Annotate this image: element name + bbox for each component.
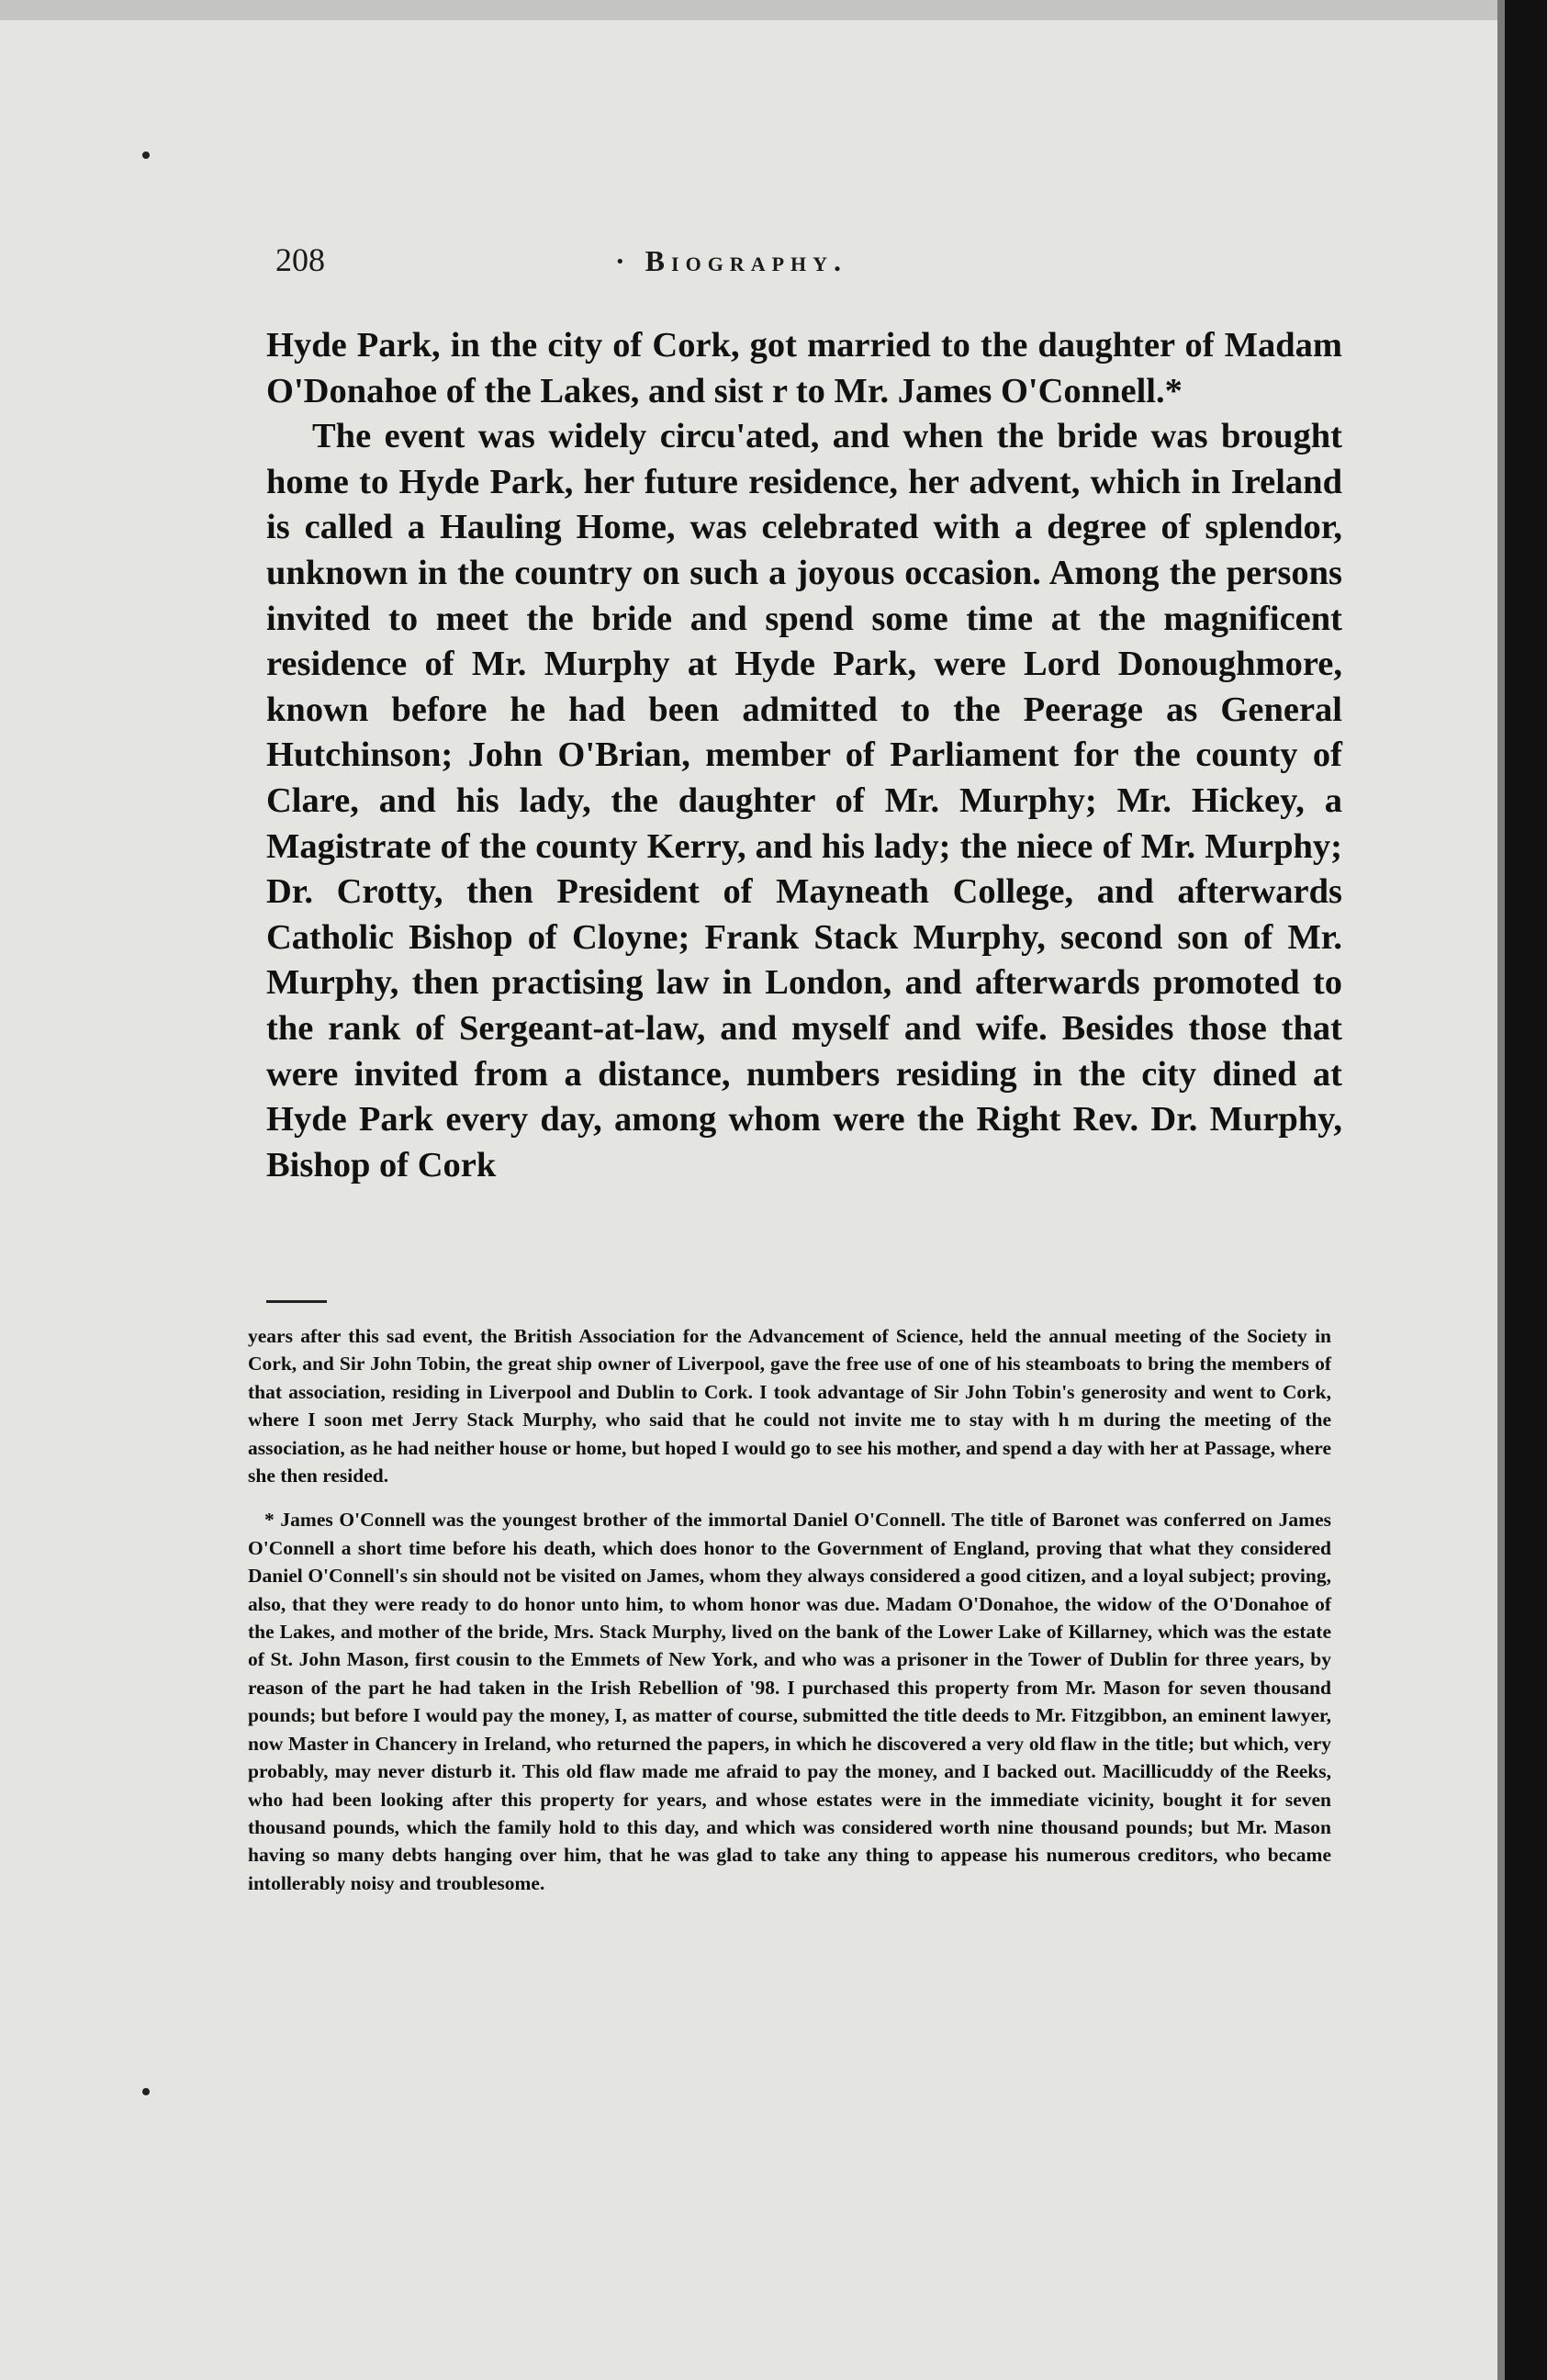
footnotes [248,1322,1331,1897]
scan-right-border [1505,0,1547,2380]
ink-speck [142,152,150,159]
body-paragraph: The event was widely circu'ated, and when the bride was brought home to Hyde Park, her future residence, her advent, which in Ireland is called a Hauling Home, was celebrated with a degree of splendor, unknown in the country on such a joyous occasion. Among the persons invited to meet the bride and spend some time at the magnificent residence of Mr. Murphy at Hyde Park, were Lord Donoughmore, known before he had been admitted to the Peerage as General Hutchinson; John O'Brian, member of Parliament for the county of Clare, and his lady, the daughter of Mr. Murphy; Mr. Hickey, a Magistrate of the county Kerry, and his lady; the niece of Mr. Murphy; Dr. Crotty, then President of Mayneath College, and afterwards Catholic Bishop of Cloyne; Frank Stack Murphy, second son of Mr. Murphy, then practising law in London, and afterwards promoted to the rank of Sergeant-at-law, and myself and wife. Besides those that were invited from a distance, numbers residing in the city dined at Hyde Park every day, among whom were the Right Rev. Dr. Murphy, Bishop of Cork [266,417,1342,1184]
page-header [275,241,1340,286]
footnote-star: * James O'Connell was the youngest brother of the immortal Daniel O'Connell. The title of Baronet was conferred on James O'Connell a short time before his death, which does honor to the Government of England, proving that what they considered Daniel O'Connell's sin should not be visited on James, whom they always considered a good citizen, and a loyal subject; proving, also, that they were ready to do honor unto him, to whom honor was due. Madam O'Donahoe, the widow of the O'Donahoe of the Lakes, and mother of the bride, Mrs. Stack Murphy, lived on the bank of the Lower Lake of Killarney, which was the estate of St. John Mason, first cousin to the Emmets of New York, and who was a prisoner in the Tower of Dublin for three years, by reason of the part he had taken in the Irish Rebellion of '98. I purchased this property from Mr. Mason for seven thousand pounds; but before I would pay the money, I, as matter of course, submitted the title deeds to Mr. Fitzgibbon, an eminent lawyer, now Master in Chancery in Ireland, who returned the papers, in which he discovered a very old flaw in the title; but which, very probably, may never disturb it. This old flaw made me afraid to pay the money, and I backed out. Macillicuddy of the Reeks, who had been looking after this property for years, and whose estates were in the immediate vicinity, bought it for seven thousand pounds, which the family hold to this day, and which was considered worth nine thousand pounds; but Mr. Mason having so many debts hanging over him, that he was glad to take any thing to appease his numerous creditors, who became intollerably noisy and troublesome. [248,1509,1331,1894]
scan-page-edge [1497,0,1505,2380]
scan-top-edge [0,0,1547,20]
main-text-body [266,323,1342,1188]
ink-speck [142,2088,150,2095]
page-number: 208 [275,241,325,278]
footnote-continued: years after this sad event, the British Association for the Advancement of Science, held the annual meeting of the Society in Cork, and Sir John Tobin, the great ship owner of Liverpool, gave the free use of one of his steamboats to bring the members of that association, residing in Liverpool and Dublin to Cork. I took advantage of Sir John Tobin's generosity and went to Cork, where I soon met Jerry Stack Murphy, who said that he could not invite me to stay with h m during the meeting of the association, as he had neither house or home, but hoped I would go to see his mother, and spend a day with her at Passage, where she then resided. [248,1325,1331,1488]
body-paragraph: Hyde Park, in the city of Cork, got married to the daughter of Madam O'Donahoe of the Lakes, and sist r to Mr. James O'Connell.* [266,326,1342,410]
footnote-rule [266,1300,327,1303]
running-head: · Biography. [615,244,848,277]
